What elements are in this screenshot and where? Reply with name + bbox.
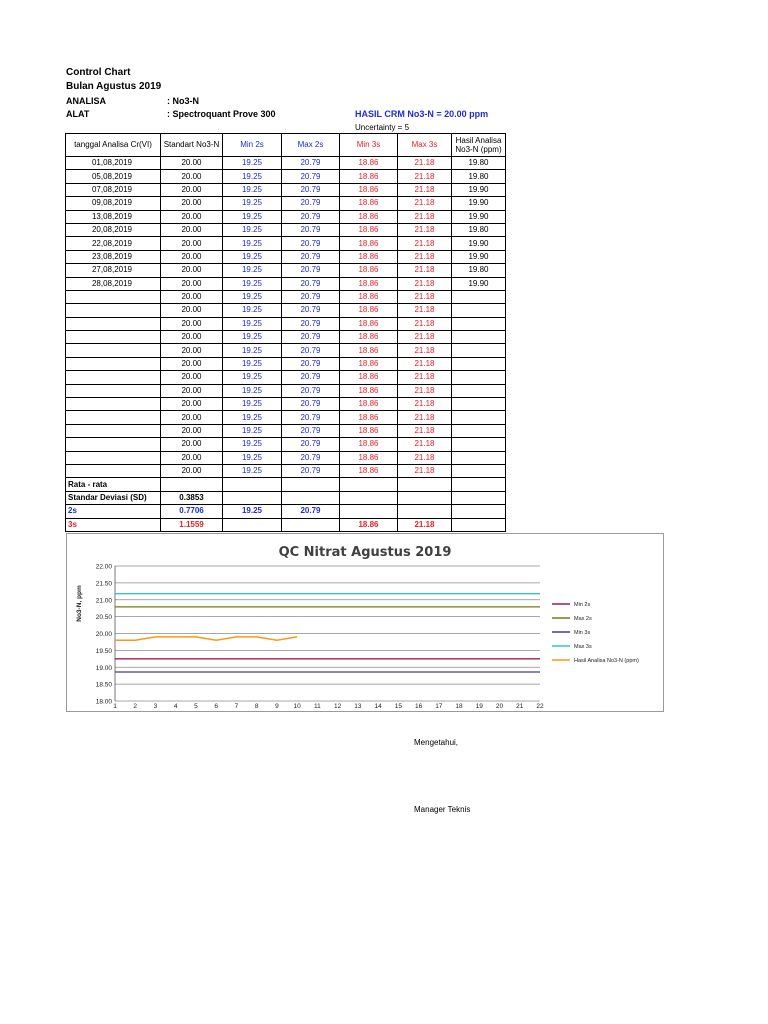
table-cell: 21.18 <box>398 464 452 477</box>
table-cell: 19.25 <box>223 451 282 464</box>
table-cell: 19.25 <box>223 290 282 303</box>
x-tick-label: 12 <box>334 703 342 710</box>
table-cell: 19.25 <box>223 304 282 317</box>
summary-cell: 1.1559 <box>161 518 223 531</box>
summary-cell <box>452 505 506 518</box>
table-cell: 20.79 <box>282 438 340 451</box>
table-cell <box>66 317 161 330</box>
table-cell <box>66 290 161 303</box>
table-cell <box>452 411 506 424</box>
summary-label: 2s <box>66 505 161 518</box>
analisa-label: ANALISA <box>66 96 106 106</box>
summary-cell <box>452 478 506 491</box>
x-tick-label: 13 <box>354 703 362 710</box>
table-cell: 19.25 <box>223 317 282 330</box>
table-cell: 19.25 <box>223 384 282 397</box>
table-cell: 18.86 <box>340 304 398 317</box>
table-cell <box>452 464 506 477</box>
table-cell: 20.00 <box>161 264 223 277</box>
table-cell: 21.18 <box>398 183 452 196</box>
table-cell <box>452 331 506 344</box>
col-header-max2s: Max 2s <box>282 134 340 157</box>
table-cell: 19.25 <box>223 237 282 250</box>
summary-label: Standar Deviasi (SD) <box>66 491 161 504</box>
x-tick-label: 1 <box>113 703 117 710</box>
table-cell: 18.86 <box>340 371 398 384</box>
table-cell: 20.00 <box>161 223 223 236</box>
summary-row <box>66 518 506 531</box>
table-cell: 20.79 <box>282 197 340 210</box>
x-tick-label: 9 <box>275 703 279 710</box>
table-cell: 19.80 <box>452 264 506 277</box>
legend-label: Min 2s <box>574 602 591 608</box>
y-tick-label: 19.00 <box>95 664 112 672</box>
table-row <box>66 290 506 303</box>
table-cell: 19.90 <box>452 183 506 196</box>
table-cell: 20.00 <box>161 197 223 210</box>
table-cell <box>66 424 161 437</box>
legend-label: Max 2s <box>574 616 592 622</box>
table-cell: 20.79 <box>282 157 340 170</box>
table-cell: 20.00 <box>161 237 223 250</box>
table-cell: 18.86 <box>340 264 398 277</box>
table-cell: 19.90 <box>452 277 506 290</box>
table-cell: 18.86 <box>340 237 398 250</box>
table-cell <box>66 398 161 411</box>
table-cell: 21.18 <box>398 170 452 183</box>
x-tick-label: 8 <box>254 703 259 710</box>
table-row <box>66 384 506 397</box>
chart-title: QC Nitrat Agustus 2019 <box>278 545 452 560</box>
doc-title: Control Chart <box>66 67 131 78</box>
table-cell: 18.86 <box>340 398 398 411</box>
table-row <box>66 170 506 183</box>
table-cell: 20.00 <box>161 424 223 437</box>
summary-cell <box>452 518 506 531</box>
table-cell <box>66 331 161 344</box>
table-cell: 18.86 <box>340 424 398 437</box>
table-cell <box>452 451 506 464</box>
y-tick-label: 21.50 <box>95 580 112 588</box>
x-tick-label: 7 <box>234 703 239 710</box>
x-tick-label: 20 <box>495 703 504 710</box>
table-cell: 20.79 <box>282 290 340 303</box>
table-cell: 20.00 <box>161 411 223 424</box>
table-row <box>66 157 506 170</box>
qc-chart-svg <box>67 534 663 711</box>
table-cell: 21.18 <box>398 237 452 250</box>
table-cell: 20.79 <box>282 264 340 277</box>
table-cell: 20.79 <box>282 357 340 370</box>
table-cell: 21.18 <box>398 290 452 303</box>
table-cell: 20.00 <box>161 304 223 317</box>
table-row <box>66 371 506 384</box>
table-cell: 20.79 <box>282 317 340 330</box>
summary-cell <box>340 478 398 491</box>
qc-table-body <box>66 157 506 532</box>
summary-row <box>66 505 506 518</box>
table-cell: 18.86 <box>340 157 398 170</box>
table-cell: 19.25 <box>223 170 282 183</box>
table-row <box>66 237 506 250</box>
table-cell: 20.79 <box>282 170 340 183</box>
table-cell: 28,08,2019 <box>66 277 161 290</box>
table-cell: 18.86 <box>340 464 398 477</box>
summary-cell <box>340 505 398 518</box>
table-row <box>66 438 506 451</box>
table-cell <box>66 411 161 424</box>
table-row <box>66 357 506 370</box>
table-cell: 20.79 <box>282 277 340 290</box>
y-tick-label: 20.50 <box>95 614 112 622</box>
table-row <box>66 210 506 223</box>
col-header-min2s: Min 2s <box>223 134 282 157</box>
summary-cell <box>340 491 398 504</box>
y-tick-label: 18.00 <box>95 698 112 706</box>
table-row <box>66 398 506 411</box>
table-cell: 18.86 <box>340 411 398 424</box>
table-cell: 20.79 <box>282 464 340 477</box>
summary-cell <box>223 491 282 504</box>
table-cell: 21.18 <box>398 317 452 330</box>
table-cell: 20.79 <box>282 210 340 223</box>
table-cell: 18.86 <box>340 384 398 397</box>
table-row <box>66 304 506 317</box>
table-cell: 21.18 <box>398 398 452 411</box>
table-cell: 18.86 <box>340 331 398 344</box>
x-tick-label: 5 <box>194 703 198 710</box>
table-cell: 22,08,2019 <box>66 237 161 250</box>
table-cell: 21.18 <box>398 438 452 451</box>
table-cell: 19.80 <box>452 157 506 170</box>
table-cell <box>452 384 506 397</box>
table-cell: 21.18 <box>398 331 452 344</box>
table-cell: 23,08,2019 <box>66 250 161 263</box>
table-row <box>66 277 506 290</box>
legend-label: Max 3s <box>574 644 592 650</box>
table-cell <box>452 438 506 451</box>
table-cell: 21.18 <box>398 371 452 384</box>
table-row <box>66 451 506 464</box>
table-cell <box>452 304 506 317</box>
x-tick-label: 18 <box>455 703 463 710</box>
qc-table <box>65 133 506 532</box>
table-cell: 01,08,2019 <box>66 157 161 170</box>
table-cell: 21.18 <box>398 451 452 464</box>
series-line <box>115 637 297 640</box>
summary-cell <box>398 505 452 518</box>
x-tick-label: 4 <box>173 703 178 710</box>
table-cell: 20.00 <box>161 290 223 303</box>
table-cell: 19.25 <box>223 411 282 424</box>
table-cell: 19.25 <box>223 438 282 451</box>
table-cell: 21.18 <box>398 210 452 223</box>
table-cell: 20.79 <box>282 384 340 397</box>
table-cell: 20.00 <box>161 331 223 344</box>
table-cell: 21.18 <box>398 264 452 277</box>
table-cell: 18.86 <box>340 357 398 370</box>
table-row <box>66 250 506 263</box>
table-cell: 18.86 <box>340 290 398 303</box>
summary-label: Rata - rata <box>66 478 161 491</box>
table-cell: 19.25 <box>223 398 282 411</box>
table-cell: 20.00 <box>161 371 223 384</box>
table-cell <box>452 344 506 357</box>
summary-row <box>66 478 506 491</box>
table-cell: 21.18 <box>398 357 452 370</box>
table-row <box>66 317 506 330</box>
table-cell <box>66 464 161 477</box>
table-row <box>66 424 506 437</box>
table-cell <box>66 344 161 357</box>
table-cell <box>452 317 506 330</box>
x-tick-label: 21 <box>516 703 524 710</box>
table-header-row <box>66 134 506 157</box>
y-axis-label: No3-N, ppm <box>76 585 83 622</box>
table-cell: 20.79 <box>282 411 340 424</box>
table-cell: 20.79 <box>282 424 340 437</box>
x-tick-label: 11 <box>314 703 321 710</box>
uncertainty: Uncertainty = 5 <box>355 123 410 132</box>
table-cell: 20.00 <box>161 157 223 170</box>
table-cell <box>66 451 161 464</box>
table-cell: 20.79 <box>282 183 340 196</box>
table-cell: 07,08,2019 <box>66 183 161 196</box>
x-tick-label: 2 <box>133 703 138 710</box>
doc-subtitle: Bulan Agustus 2019 <box>66 81 162 92</box>
table-cell <box>452 357 506 370</box>
summary-cell: 19.25 <box>223 505 282 518</box>
table-cell: 20.00 <box>161 398 223 411</box>
table-row <box>66 411 506 424</box>
x-tick-label: 16 <box>414 703 423 710</box>
legend-label: Min 3s <box>574 630 591 636</box>
table-cell: 19.90 <box>452 197 506 210</box>
summary-cell: 0.3853 <box>161 491 223 504</box>
table-cell: 19.90 <box>452 210 506 223</box>
table-cell: 20.79 <box>282 223 340 236</box>
table-cell: 20.00 <box>161 210 223 223</box>
table-cell: 20.00 <box>161 344 223 357</box>
summary-cell <box>282 491 340 504</box>
table-cell: 20,08,2019 <box>66 223 161 236</box>
table-cell <box>66 438 161 451</box>
table-row <box>66 197 506 210</box>
table-cell: 18.86 <box>340 344 398 357</box>
qc-chart <box>66 533 664 712</box>
ack-text: Mengetahui, <box>414 738 459 747</box>
role-text: Manager Teknis <box>414 805 471 814</box>
table-cell: 21.18 <box>398 197 452 210</box>
table-cell: 18.86 <box>340 438 398 451</box>
col-header-standard: Standart No3-N <box>161 134 223 157</box>
table-cell: 20.79 <box>282 371 340 384</box>
col-header-result: Hasil Analisa No3-N (ppm) <box>452 134 506 157</box>
x-tick-label: 19 <box>475 703 483 710</box>
summary-cell <box>282 518 340 531</box>
table-cell: 21.18 <box>398 384 452 397</box>
x-tick-label: 17 <box>435 703 443 710</box>
summary-cell <box>223 478 282 491</box>
table-cell: 19.25 <box>223 183 282 196</box>
table-cell: 21.18 <box>398 344 452 357</box>
summary-cell <box>398 491 452 504</box>
table-row <box>66 223 506 236</box>
summary-cell: 18.86 <box>340 518 398 531</box>
table-cell <box>452 424 506 437</box>
table-cell: 20.00 <box>161 464 223 477</box>
col-header-date: tanggal Analisa Cr(VI) <box>66 134 161 157</box>
table-cell: 21.18 <box>398 304 452 317</box>
y-tick-label: 22.00 <box>95 563 112 571</box>
table-cell: 20.79 <box>282 331 340 344</box>
y-tick-label: 20.00 <box>95 631 112 638</box>
table-row <box>66 344 506 357</box>
table-cell: 27,08,2019 <box>66 264 161 277</box>
table-cell <box>452 398 506 411</box>
table-cell: 13,08,2019 <box>66 210 161 223</box>
table-cell: 20.79 <box>282 250 340 263</box>
x-tick-label: 3 <box>153 703 158 710</box>
x-tick-label: 6 <box>214 703 219 710</box>
table-cell: 20.00 <box>161 183 223 196</box>
table-cell: 18.86 <box>340 183 398 196</box>
y-tick-label: 18.50 <box>95 681 112 689</box>
table-cell: 19.25 <box>223 331 282 344</box>
legend-label: Hasil Analisa No3-N (ppm) <box>574 658 639 664</box>
table-cell <box>452 371 506 384</box>
summary-row <box>66 491 506 504</box>
table-cell: 19.25 <box>223 197 282 210</box>
table-cell: 21.18 <box>398 411 452 424</box>
table-cell: 21.18 <box>398 277 452 290</box>
col-header-max3s: Max 3s <box>398 134 452 157</box>
table-cell: 21.18 <box>398 424 452 437</box>
table-cell: 19.25 <box>223 357 282 370</box>
alat-label: ALAT <box>66 109 90 119</box>
y-tick-label: 19.50 <box>95 647 112 655</box>
summary-cell: 0.7706 <box>161 505 223 518</box>
table-cell <box>66 304 161 317</box>
x-tick-label: 10 <box>293 703 301 710</box>
table-cell: 19.25 <box>223 210 282 223</box>
table-cell: 19.25 <box>223 157 282 170</box>
table-row <box>66 183 506 196</box>
x-tick-label: 22 <box>536 703 544 710</box>
table-cell: 18.86 <box>340 250 398 263</box>
table-cell: 21.18 <box>398 250 452 263</box>
table-cell: 19.90 <box>452 250 506 263</box>
summary-cell <box>398 478 452 491</box>
table-cell: 19.80 <box>452 223 506 236</box>
table-cell: 20.79 <box>282 344 340 357</box>
table-cell <box>66 371 161 384</box>
table-cell: 19.25 <box>223 464 282 477</box>
table-cell: 05,08,2019 <box>66 170 161 183</box>
table-cell: 18.86 <box>340 170 398 183</box>
table-cell: 19.80 <box>452 170 506 183</box>
col-header-min3s: Min 3s <box>340 134 398 157</box>
table-cell: 20.00 <box>161 170 223 183</box>
table-cell: 19.90 <box>452 237 506 250</box>
table-cell: 20.00 <box>161 250 223 263</box>
table-cell: 20.79 <box>282 304 340 317</box>
table-cell <box>452 290 506 303</box>
table-cell: 21.18 <box>398 223 452 236</box>
table-cell: 20.00 <box>161 277 223 290</box>
table-cell: 19.25 <box>223 277 282 290</box>
alat-value: : Spectroquant Prove 300 <box>167 109 276 119</box>
x-tick-label: 14 <box>374 703 382 710</box>
table-cell: 19.25 <box>223 223 282 236</box>
table-cell: 18.86 <box>340 317 398 330</box>
summary-label: 3s <box>66 518 161 531</box>
table-cell: 20.00 <box>161 438 223 451</box>
table-cell: 21.18 <box>398 157 452 170</box>
table-cell: 19.25 <box>223 371 282 384</box>
table-cell: 18.86 <box>340 210 398 223</box>
table-cell: 18.86 <box>340 223 398 236</box>
summary-cell <box>223 518 282 531</box>
table-cell: 20.00 <box>161 451 223 464</box>
table-cell: 19.25 <box>223 250 282 263</box>
crm-result: HASIL CRM No3-N = 20.00 ppm <box>355 109 489 119</box>
table-cell: 18.86 <box>340 197 398 210</box>
summary-cell: 21.18 <box>398 518 452 531</box>
table-cell: 19.25 <box>223 424 282 437</box>
x-tick-label: 15 <box>394 703 402 710</box>
table-cell: 20.00 <box>161 384 223 397</box>
analisa-value: : No3-N <box>167 96 199 106</box>
table-cell: 18.86 <box>340 277 398 290</box>
table-row <box>66 331 506 344</box>
table-cell: 19.25 <box>223 344 282 357</box>
table-cell: 20.00 <box>161 317 223 330</box>
table-cell: 18.86 <box>340 451 398 464</box>
summary-cell <box>161 478 223 491</box>
y-tick-label: 21.00 <box>95 597 112 605</box>
table-cell: 20.79 <box>282 398 340 411</box>
table-cell: 19.25 <box>223 264 282 277</box>
table-cell: 20.00 <box>161 357 223 370</box>
table-cell <box>66 357 161 370</box>
summary-cell <box>452 491 506 504</box>
table-cell: 09,08,2019 <box>66 197 161 210</box>
table-cell: 20.79 <box>282 237 340 250</box>
table-cell: 20.79 <box>282 451 340 464</box>
summary-cell: 20.79 <box>282 505 340 518</box>
table-row <box>66 264 506 277</box>
table-cell <box>66 384 161 397</box>
summary-cell <box>282 478 340 491</box>
table-row <box>66 464 506 477</box>
